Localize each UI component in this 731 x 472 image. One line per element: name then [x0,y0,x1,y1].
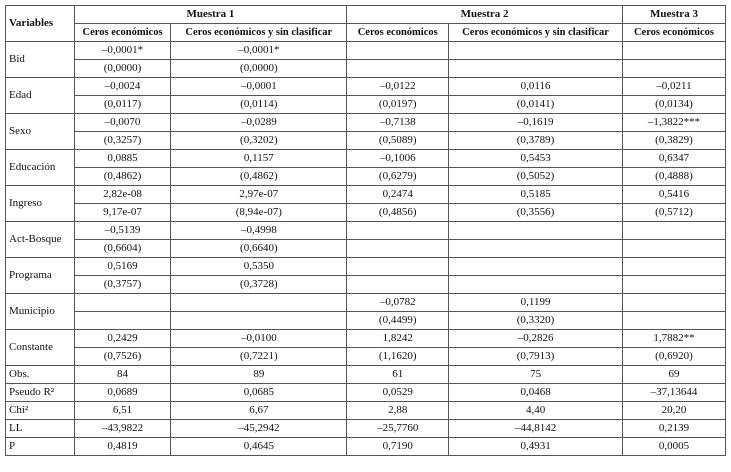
statistic-cell: 20,20 [622,402,725,420]
coefficient-cell [74,294,171,312]
row-label-pseudo-r-: Pseudo R² [6,384,75,402]
standard-error-cell: (0,5089) [347,132,449,150]
table-row [6,366,726,384]
statistic-cell: 6,51 [74,402,171,420]
statistic-cell: –37,13644 [622,384,725,402]
standard-error-cell: (0,7221) [171,348,347,366]
row-label-p: P [6,438,75,456]
regression-table [5,5,726,456]
standard-error-cell: (0,3320) [449,312,623,330]
coefficient-cell: 0,5416 [622,186,725,204]
table-header [6,6,726,42]
row-label-ll: LL [6,420,75,438]
coefficient-cell [622,258,725,276]
statistic-cell: 89 [171,366,347,384]
statistic-cell: 61 [347,366,449,384]
subheader-m2-ceros: Ceros económicos [347,24,449,42]
statistic-cell: 0,0005 [622,438,725,456]
table-row [6,330,726,348]
coefficient-cell: 0,6347 [622,150,725,168]
statistic-cell: 0,0468 [449,384,623,402]
table-body [6,42,726,456]
coefficient-cell: –0,2826 [449,330,623,348]
coefficient-cell: 2,97e-07 [171,186,347,204]
coefficient-cell: –0,0070 [74,114,171,132]
standard-error-cell: (0,4862) [171,168,347,186]
standard-error-cell: (0,3202) [171,132,347,150]
standard-error-cell [347,240,449,258]
row-label-educaci-n: Educación [6,150,75,186]
standard-error-cell: (0,3556) [449,204,623,222]
table-row [6,186,726,204]
coefficient-cell: 1,7882** [622,330,725,348]
statistic-cell: –25,7760 [347,420,449,438]
coefficient-cell: 2,82e-08 [74,186,171,204]
coefficient-cell: 0,5185 [449,186,623,204]
coefficient-cell: –0,0289 [171,114,347,132]
row-label-edad: Edad [6,78,75,114]
table-row [6,312,726,330]
table-row [6,348,726,366]
standard-error-cell: (0,6640) [171,240,347,258]
row-label-obs-: Obs. [6,366,75,384]
standard-error-cell: (0,0134) [622,96,725,114]
table-row [6,240,726,258]
row-label-chi-: Chi² [6,402,75,420]
table-row [6,60,726,78]
standard-error-cell [449,276,623,294]
statistic-cell: 0,4819 [74,438,171,456]
statistic-cell: –44,8142 [449,420,623,438]
table-row [6,276,726,294]
standard-error-cell: (0,5712) [622,204,725,222]
coefficient-cell: –0,0001* [171,42,347,60]
coefficient-cell: –0,0001* [74,42,171,60]
subheader-m1-ceros: Ceros económicos [74,24,171,42]
statistic-cell: 69 [622,366,725,384]
coefficient-cell: –1,3822*** [622,114,725,132]
standard-error-cell: (0,3829) [622,132,725,150]
standard-error-cell: (0,4888) [622,168,725,186]
standard-error-cell: (0,0141) [449,96,623,114]
coefficient-cell [449,222,623,240]
coefficient-cell: 0,0885 [74,150,171,168]
standard-error-cell [74,312,171,330]
row-label-act-bosque: Act-Bosque [6,222,75,258]
coefficient-cell [449,42,623,60]
statistic-cell: 0,7190 [347,438,449,456]
coefficient-cell: –0,1619 [449,114,623,132]
standard-error-cell [622,240,725,258]
standard-error-cell [171,312,347,330]
row-label-ingreso: Ingreso [6,186,75,222]
statistic-cell: 0,4931 [449,438,623,456]
standard-error-cell [622,276,725,294]
table-row [6,222,726,240]
coefficient-cell [171,294,347,312]
standard-error-cell: (0,5052) [449,168,623,186]
table-row [6,402,726,420]
standard-error-cell: (0,0000) [74,60,171,78]
header-variables: Variables [6,6,75,42]
coefficient-cell [622,222,725,240]
statistic-cell: 0,0529 [347,384,449,402]
standard-error-cell: (0,6604) [74,240,171,258]
table-row [6,420,726,438]
standard-error-cell: (1,1620) [347,348,449,366]
coefficient-cell: –0,0001 [171,78,347,96]
standard-error-cell: (0,4862) [74,168,171,186]
standard-error-cell [449,240,623,258]
table-row [6,438,726,456]
row-label-constante: Constante [6,330,75,366]
table-row [6,168,726,186]
row-label-bid: Bid [6,42,75,78]
coefficient-cell: –0,7138 [347,114,449,132]
coefficient-cell: –0,1006 [347,150,449,168]
table-row [6,96,726,114]
coefficient-cell: –0,0211 [622,78,725,96]
coefficient-cell: 0,5350 [171,258,347,276]
coefficient-cell: –0,0122 [347,78,449,96]
standard-error-cell: (0,4499) [347,312,449,330]
table-row [6,258,726,276]
coefficient-cell: 0,2429 [74,330,171,348]
standard-error-cell [347,60,449,78]
row-label-programa: Programa [6,258,75,294]
standard-error-cell: (0,3789) [449,132,623,150]
standard-error-cell: (0,6279) [347,168,449,186]
coefficient-cell [622,294,725,312]
row-label-sexo: Sexo [6,114,75,150]
coefficient-cell: 0,5453 [449,150,623,168]
table-row [6,114,726,132]
standard-error-cell: (0,0114) [171,96,347,114]
statistic-cell: 6,67 [171,402,347,420]
standard-error-cell: 9,17e-07 [74,204,171,222]
standard-error-cell: (0,4856) [347,204,449,222]
coefficient-cell: –0,5139 [74,222,171,240]
statistic-cell: –43,9822 [74,420,171,438]
statistic-cell: 84 [74,366,171,384]
statistic-cell: 2,88 [347,402,449,420]
coefficient-cell [449,258,623,276]
coefficient-cell: 0,0116 [449,78,623,96]
statistic-cell: –45,2942 [171,420,347,438]
statistic-cell: 0,2139 [622,420,725,438]
coefficient-cell [347,42,449,60]
coefficient-cell [347,258,449,276]
coefficient-cell: –0,0782 [347,294,449,312]
table-row [6,150,726,168]
standard-error-cell: (0,7913) [449,348,623,366]
subheader-m3-ceros: Ceros económicos [622,24,725,42]
statistic-cell: 0,4645 [171,438,347,456]
statistic-cell: 0,0685 [171,384,347,402]
row-label-municipio: Municipio [6,294,75,330]
standard-error-cell: (0,3757) [74,276,171,294]
standard-error-cell: (8,94e-07) [171,204,347,222]
standard-error-cell: (0,7526) [74,348,171,366]
coefficient-cell: –0,0024 [74,78,171,96]
coefficient-cell: 0,1199 [449,294,623,312]
coefficient-cell [622,42,725,60]
table-row [6,384,726,402]
subheader-m2-ceros-sin-clasificar: Ceros económicos y sin clasificar [449,24,623,42]
subheader-m1-ceros-sin-clasificar: Ceros económicos y sin clasificar [171,24,347,42]
table-row [6,204,726,222]
standard-error-cell: (0,0117) [74,96,171,114]
standard-error-cell [449,60,623,78]
header-muestra-2: Muestra 2 [347,6,623,24]
statistic-cell: 0,0689 [74,384,171,402]
coefficient-cell: 0,2474 [347,186,449,204]
standard-error-cell: (0,0000) [171,60,347,78]
table-row [6,42,726,60]
standard-error-cell: (0,3728) [171,276,347,294]
header-muestra-1: Muestra 1 [74,6,347,24]
table-row [6,294,726,312]
coefficient-cell: 0,1157 [171,150,347,168]
coefficient-cell: 0,5169 [74,258,171,276]
coefficient-cell: 1,8242 [347,330,449,348]
standard-error-cell [622,312,725,330]
regression-table-container [5,5,726,456]
header-muestra-3: Muestra 3 [622,6,725,24]
coefficient-cell: –0,4998 [171,222,347,240]
standard-error-cell: (0,0197) [347,96,449,114]
standard-error-cell [622,60,725,78]
table-row [6,78,726,96]
standard-error-cell [347,276,449,294]
coefficient-cell [347,222,449,240]
statistic-cell: 75 [449,366,623,384]
table-row [6,132,726,150]
coefficient-cell: –0,0100 [171,330,347,348]
standard-error-cell: (0,6920) [622,348,725,366]
statistic-cell: 4,40 [449,402,623,420]
standard-error-cell: (0,3257) [74,132,171,150]
